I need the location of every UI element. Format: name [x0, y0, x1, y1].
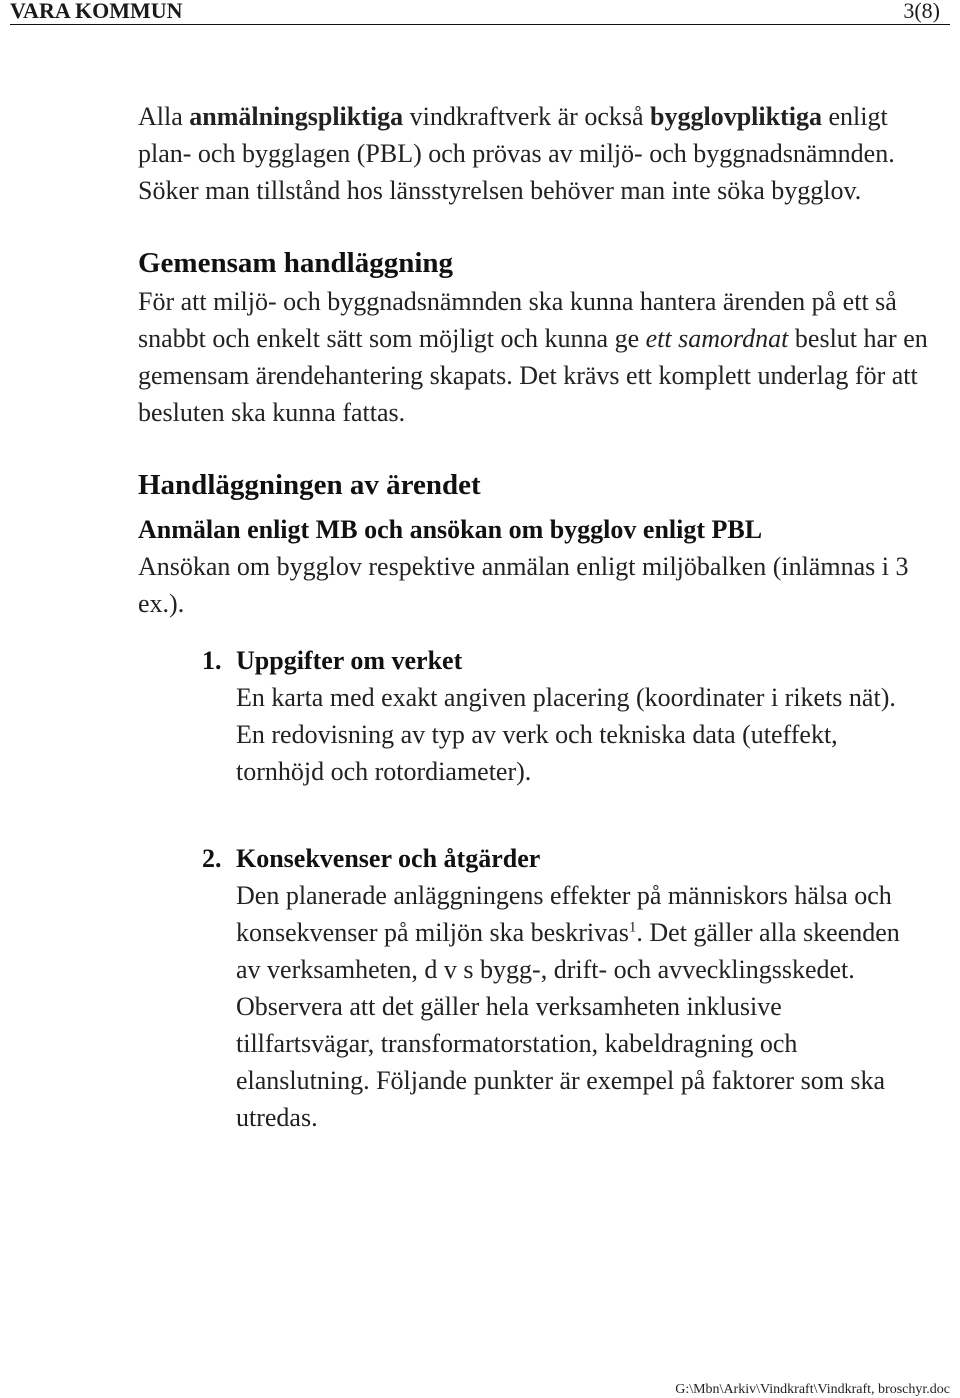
intro-bold-1: anmälningspliktiga	[189, 102, 404, 131]
list-item-title: Uppgifter om verket	[236, 646, 463, 675]
organization-name: VARA KOMMUN	[10, 0, 183, 23]
file-path-footer: G:\Mbn\Arkiv\Vindkraft\Vindkraft, broschyr.doc	[675, 1382, 950, 1397]
item2-text-1: Den planerade anläggningens effekter på människors hälsa och konsekvenser på miljön ska beskrivas	[236, 881, 892, 947]
section-subheading: Anmälan enligt MB och ansökan om bygglov enligt PBL	[138, 515, 763, 544]
page-header	[10, 0, 950, 25]
list-item	[138, 642, 938, 790]
intro-text-2: vindkraftverk är också	[403, 102, 651, 131]
list-item-paragraph: En karta med exakt angiven placering (koordinater i rikets nät).	[236, 683, 896, 712]
footnote-reference[interactable]: 1	[628, 919, 637, 936]
list-number: 2.	[202, 844, 222, 873]
section-paragraph	[138, 283, 938, 431]
section-handlaggningen	[138, 465, 938, 1136]
list-number: 1.	[202, 646, 222, 675]
numbered-list	[138, 642, 938, 1136]
list-item	[138, 840, 938, 1136]
intro-text-1: Alla	[138, 102, 190, 131]
section1-text-2: beslut har en gemensam ärendehantering skapats. Det krävs ett komplett underlag för att besluten ska kunna fattas.	[138, 324, 928, 427]
section-heading: Handläggningen av ärendet	[138, 469, 481, 501]
list-item-title: Konsekvenser och åtgärder	[236, 844, 541, 873]
section-gemensam-handlaggning	[138, 243, 938, 431]
page-number: 3(8)	[903, 0, 940, 23]
intro-paragraph	[138, 98, 898, 209]
section1-text-1: För att miljö- och byggnadsnämnden ska kunna hantera ärenden på ett så snabbt och enkelt sätt som möjligt och kunna ge	[138, 287, 897, 353]
list-item-paragraph	[236, 877, 916, 1136]
intro-bold-2: bygglovpliktiga	[650, 102, 822, 131]
section1-italic: ett samordnat	[645, 324, 789, 353]
document-body	[138, 98, 938, 1136]
intro-text-3: enligt plan- och bygglagen (PBL) och prövas av miljö- och byggnadsnämnden. Söker man tillstånd hos länsstyrelsen behöver man inte söka bygglov.	[138, 102, 895, 205]
section-heading: Gemensam handläggning	[138, 247, 454, 279]
list-item-paragraph: En redovisning av typ av verk och tekniska data (uteffekt, tornhöjd och rotordiameter).	[236, 720, 838, 786]
section-paragraph: Ansökan om bygglov respektive anmälan enligt miljöbalken (inlämnas i 3 ex.).	[138, 552, 909, 618]
item2-text-2: . Det gäller alla skeenden av verksamheten, d v s bygg-, drift- och avvecklingsskedet. Observera att det gäller hela verksamheten inklusive tillfartsvägar, transformatorstation, kabeldragning och elanslutning. Följande punkter är exempel på faktorer som ska utredas.	[236, 918, 900, 1132]
